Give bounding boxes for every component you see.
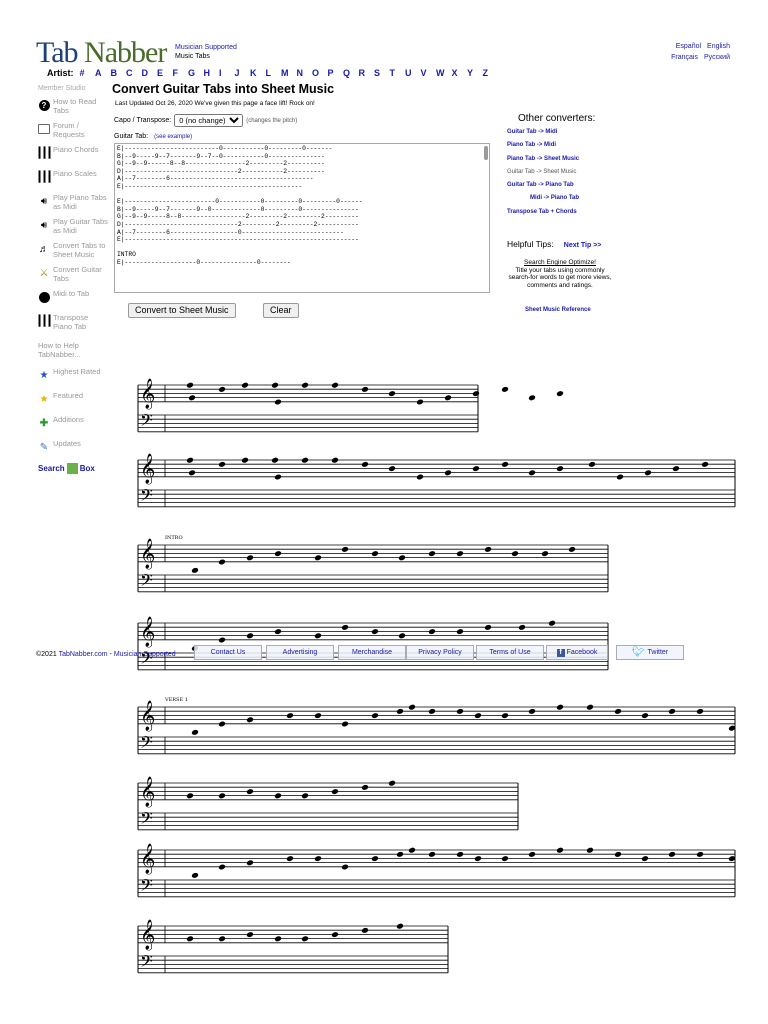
artist-letter-link[interactable]: I: [219, 68, 222, 78]
piano-icon: ┃┃┃: [36, 315, 52, 327]
artist-letter-link[interactable]: R: [358, 68, 365, 78]
note-head: [614, 708, 622, 715]
note-head: [186, 457, 194, 464]
converter-link[interactable]: Guitar Tab -> Midi: [507, 129, 558, 135]
member-studio-heading[interactable]: Member Studio: [38, 85, 86, 92]
note-head: [541, 550, 549, 557]
converter-current: Guitar Tab -> Sheet Music: [507, 168, 577, 175]
guitar-icon: ⚔︎: [39, 267, 49, 279]
twitter-icon: 🐦︎: [631, 647, 645, 658]
note-head: [474, 712, 482, 719]
note-head: [444, 394, 452, 401]
question-icon: ?: [38, 99, 50, 111]
note-head: [616, 474, 624, 481]
sidebar-item-label: Transpose Piano Tab: [53, 313, 89, 331]
note-head: [371, 712, 379, 719]
note-head: [528, 708, 536, 715]
bass-clef: 𝄢: [140, 732, 153, 756]
tagline-line-2: Music Tabs: [175, 53, 210, 60]
speaker-icon: 🔊︎: [40, 219, 48, 231]
note-head: [246, 859, 254, 866]
note-head: [186, 935, 194, 942]
note-head: [501, 386, 509, 393]
note-head: [398, 632, 406, 639]
converter-link[interactable]: Piano Tab -> Midi: [507, 142, 557, 149]
treble-clef: 𝄞: [140, 777, 156, 807]
note-head: [361, 927, 369, 934]
artist-letter-link[interactable]: #: [79, 68, 85, 78]
note-head: [501, 855, 509, 862]
note-head: [396, 923, 404, 930]
footer-dash: -: [107, 650, 114, 658]
artist-letter-link[interactable]: G: [188, 68, 196, 78]
note-head: [301, 382, 309, 389]
note-head: [218, 721, 226, 728]
note-head: [416, 474, 424, 481]
note-head: [301, 935, 309, 942]
bass-clef: 𝄢: [140, 485, 153, 509]
note-head: [246, 554, 254, 561]
star-blue-icon: ★: [39, 369, 49, 381]
artist-letter-link[interactable]: H: [203, 68, 210, 78]
note-head: [218, 792, 226, 799]
artist-letter-link[interactable]: C: [126, 68, 133, 78]
sidebar-item-label: Midi to Tab: [53, 289, 90, 298]
note-head: [556, 847, 564, 854]
note-head: [341, 624, 349, 631]
note-head: [456, 550, 464, 557]
note-head: [218, 864, 226, 871]
note-head: [641, 855, 649, 862]
note-head: [274, 399, 282, 406]
artist-letter-link[interactable]: D: [141, 68, 148, 78]
artist-letter-link[interactable]: J: [234, 68, 240, 78]
note-head: [428, 851, 436, 858]
artist-letter-link[interactable]: K: [250, 68, 257, 78]
see-example-link[interactable]: (see example): [154, 134, 193, 140]
note-head: [286, 712, 294, 719]
note-head: [371, 628, 379, 635]
lang-espanol[interactable]: Español: [675, 43, 702, 50]
note-head: [511, 550, 519, 557]
box-label: Box: [79, 464, 95, 473]
bass-clef: 𝄢: [140, 648, 153, 672]
note-head: [246, 931, 254, 938]
sidebar-item-label: Play Guitar Tabs as Midi: [53, 217, 108, 235]
note-head: [241, 457, 249, 464]
artist-letter-link[interactable]: P: [327, 68, 334, 78]
copyright-year: ©2021: [36, 650, 57, 658]
converter-link[interactable]: Midi -> Piano Tab: [530, 195, 580, 202]
treble-clef: 𝄞: [140, 539, 156, 569]
treble-clef: 𝄞: [140, 379, 156, 409]
note-head: [361, 386, 369, 393]
note-head: [456, 708, 464, 715]
note-icon: ♬: [39, 243, 49, 255]
note-head: [672, 465, 680, 472]
sheet-music-reference-link[interactable]: Sheet Music Reference: [525, 307, 591, 313]
note-head: [501, 461, 509, 468]
note-head: [668, 708, 676, 715]
note-head: [641, 712, 649, 719]
note-head: [241, 382, 249, 389]
artist-label: Artist:: [47, 68, 74, 78]
guitar-tab-label: Guitar Tab:: [114, 133, 149, 140]
note-head: [501, 712, 509, 719]
note-head: [191, 872, 199, 879]
note-head: [246, 788, 254, 795]
note-head: [246, 716, 254, 723]
note-head: [388, 780, 396, 787]
capo-label: Capo / Transpose:: [114, 117, 172, 124]
page-title: Convert Guitar Tabs into Sheet Music: [112, 82, 335, 96]
note-head: [528, 394, 536, 401]
artist-letter-link[interactable]: F: [172, 68, 178, 78]
note-head: [701, 461, 709, 468]
footer-privacy-policy[interactable]: Privacy Policy: [406, 645, 474, 660]
artist-letter-link[interactable]: V: [420, 68, 427, 78]
artist-letter-link[interactable]: U: [405, 68, 412, 78]
note-head: [588, 461, 596, 468]
capo-note: (changes the pitch): [246, 117, 298, 124]
note-head: [331, 382, 339, 389]
note-head: [474, 855, 482, 862]
lang-russian[interactable]: Pyccкий: [703, 54, 730, 61]
artist-letter-link[interactable]: B: [110, 68, 117, 78]
treble-clef: 𝄞: [140, 920, 156, 950]
note-head: [456, 851, 464, 858]
how-to-help-link[interactable]: How to Help TabNabber...: [38, 341, 81, 359]
note-head: [408, 847, 416, 854]
artist-letter-link[interactable]: S: [374, 68, 381, 78]
note-head: [428, 550, 436, 557]
clear-button[interactable]: Clear: [263, 303, 299, 318]
lang-francais[interactable]: Français: [671, 54, 698, 61]
artist-letter-link[interactable]: W: [436, 68, 445, 78]
treble-clef: 𝄞: [140, 844, 156, 874]
footer-terms-of-use[interactable]: Terms of Use: [476, 645, 544, 660]
next-tip-link[interactable]: Next Tip >>: [563, 242, 602, 249]
bass-clef: 𝄢: [140, 570, 153, 594]
converter-link[interactable]: Transpose Tab + Chords: [507, 208, 577, 215]
note-head: [331, 457, 339, 464]
note-head: [696, 708, 704, 715]
sidebar-item-label: Convert Tabs to Sheet Music: [53, 241, 106, 259]
note-head: [314, 554, 322, 561]
note-head: [274, 628, 282, 635]
note-head: [341, 721, 349, 728]
bass-clef: 𝄢: [140, 410, 153, 434]
note-head: [371, 855, 379, 862]
tip-text: Title your tabs using commonly search-for words to get more views, comments and ratings.: [508, 266, 612, 289]
logo-nabber-text: Nabber: [84, 36, 167, 69]
tab-text: E|-------------------------0-----------0---------0------- B|--9-----9--7-------9--7--0-----------0--------------- G|--9--9------8--8----------------2---------2---------- D|------------------------------2-----------2---------- A|--7--------6-------------------------------------- E|----------------------------------------------- E|------------------------0-----------0---------0---------0------ B|--9-----9--7-------9--0-------------0---------0--------------- G|--9--9-----8--8-----------------2---------2---------2--------- D|------------------------------2---------2---------2----------- A|--7--------6------------------0--------------------------- E|-------------------------------------------------------------- INTRO E|-------------------0---------------0--------: [117, 145, 363, 266]
bass-clef: 𝄢: [140, 808, 153, 832]
note-head: [271, 457, 279, 464]
artist-letter-link[interactable]: Q: [343, 68, 351, 78]
artist-letter-link[interactable]: Z: [482, 68, 488, 78]
note-head: [218, 386, 226, 393]
last-updated-text: Last Updated Oct 26, 2020 We've given this page a face lift! Rock on!: [115, 100, 315, 107]
artist-letter-link[interactable]: M: [281, 68, 289, 78]
sidebar-item-label: Forum / Requests: [53, 121, 85, 139]
treble-clef: 𝄞: [140, 454, 156, 484]
sidebar-item-label: Featured: [53, 391, 84, 400]
note-head: [518, 624, 526, 631]
note-head: [314, 632, 322, 639]
artist-letter-link[interactable]: N: [296, 68, 303, 78]
artist-letter-link[interactable]: A: [95, 68, 102, 78]
note-head: [586, 847, 594, 854]
search-label: Search: [38, 464, 65, 473]
twitter-label: Twitter: [647, 649, 669, 656]
note-head: [341, 864, 349, 871]
note-head: [331, 931, 339, 938]
plus-icon: ✚: [39, 417, 49, 429]
note-head: [274, 935, 282, 942]
convert-to-sheet-music-button[interactable]: Convert to Sheet Music: [128, 303, 236, 318]
note-head: [361, 461, 369, 468]
facebook-label: Facebook: [566, 649, 598, 656]
note-head: [331, 788, 339, 795]
speaker-icon: 🔊︎: [40, 195, 48, 207]
sidebar-item-label: Highest Rated: [53, 367, 101, 376]
note-head: [371, 550, 379, 557]
artist-letter-link[interactable]: E: [157, 68, 164, 78]
note-head: [444, 469, 452, 476]
note-head: [614, 851, 622, 858]
note-head: [396, 708, 404, 715]
star-yellow-icon: ★: [39, 393, 49, 405]
helpful-tips-label: Helpful Tips:: [507, 239, 554, 249]
sidebar-item-label: Updates: [53, 439, 81, 448]
note-head: [314, 855, 322, 862]
section-label: INTRO: [165, 535, 183, 541]
note-head: [314, 712, 322, 719]
note-head: [301, 792, 309, 799]
note-head: [388, 465, 396, 472]
note-head: [696, 851, 704, 858]
footer-advertising[interactable]: Advertising: [266, 645, 334, 660]
note-head: [408, 704, 416, 711]
note-head: [188, 469, 196, 476]
note-head: [484, 546, 492, 553]
note-head: [556, 465, 564, 472]
tagline-line-1[interactable]: Musician Supported: [175, 44, 237, 51]
note-head: [271, 382, 279, 389]
converter-link[interactable]: Guitar Tab -> Piano Tab: [507, 182, 574, 189]
note-head: [218, 637, 226, 644]
note-head: [388, 390, 396, 397]
note-head: [548, 620, 556, 627]
note-head: [186, 382, 194, 389]
note-head: [361, 784, 369, 791]
other-converters-heading: Other converters:: [518, 113, 596, 124]
note-head: [472, 465, 480, 472]
bass-clef: 𝄢: [140, 951, 153, 975]
note-head: [191, 567, 199, 574]
artist-letter-link[interactable]: T: [389, 68, 395, 78]
footer-copyright: [36, 645, 176, 663]
section-label: VERSE 1: [165, 697, 188, 703]
note-head: [456, 628, 464, 635]
note-head: [428, 628, 436, 635]
note-head: [218, 935, 226, 942]
note-head: [556, 390, 564, 397]
note-head: [301, 457, 309, 464]
note-head: [586, 704, 594, 711]
lang-english[interactable]: English: [707, 43, 730, 50]
sidebar-item-label: Additions: [53, 415, 84, 424]
facebook-icon: f: [557, 649, 565, 657]
note-head: [528, 469, 536, 476]
note-head: [428, 708, 436, 715]
note-head: [186, 792, 194, 799]
piano-icon: ┃┃┃: [36, 171, 52, 183]
footer-facebook[interactable]: [546, 645, 608, 660]
note-head: [341, 546, 349, 553]
footer-site-link[interactable]: TabNabber.com: [58, 650, 108, 658]
note-head: [668, 851, 676, 858]
pencil-icon: ✎: [39, 441, 49, 453]
treble-clef: 𝄞: [140, 701, 156, 731]
note-head: [644, 469, 652, 476]
note-head: [472, 390, 480, 397]
sidebar-item-label: Play Piano Tabs as Midi: [53, 193, 107, 211]
footer-merchandise[interactable]: Merchandise: [338, 645, 406, 660]
note-head: [274, 474, 282, 481]
artist-letter-link[interactable]: Y: [467, 68, 474, 78]
note-head: [568, 546, 576, 553]
note-head: [398, 554, 406, 561]
note-head: [286, 855, 294, 862]
footer-twitter[interactable]: [616, 645, 684, 660]
artist-letter-link[interactable]: L: [265, 68, 271, 78]
tip-title: Search Engine Optimize!: [524, 259, 596, 266]
note-head: [528, 851, 536, 858]
artist-letter-link[interactable]: O: [312, 68, 320, 78]
note-head: [274, 792, 282, 799]
treble-clef: 𝄞: [140, 617, 156, 647]
sidebar-item-label: Convert Guitar Tabs: [53, 265, 102, 283]
piano-icon: ┃┃┃: [36, 147, 52, 159]
note-head: [274, 550, 282, 557]
note-head: [246, 632, 254, 639]
sidebar-item-label: Piano Chords: [53, 145, 99, 154]
note-head: [484, 624, 492, 631]
artist-letter-link[interactable]: X: [451, 68, 458, 78]
logo-tab-text: Tab: [36, 36, 78, 69]
note-head: [191, 729, 199, 736]
footer-musician-link[interactable]: Musician Supported: [113, 650, 176, 658]
note-head: [556, 704, 564, 711]
note-head: [218, 559, 226, 566]
footer-contact-us[interactable]: Contact Us: [194, 645, 262, 660]
note-head: [188, 394, 196, 401]
note-head: [218, 461, 226, 468]
sidebar-item-label: Piano Scales: [53, 169, 97, 178]
bass-clef: 𝄢: [140, 875, 153, 899]
note-head: [396, 851, 404, 858]
sidebar-item-label: How to Read Tabs: [53, 97, 97, 115]
note-head: [416, 399, 424, 406]
converter-link[interactable]: Piano Tab -> Sheet Music: [507, 155, 580, 162]
